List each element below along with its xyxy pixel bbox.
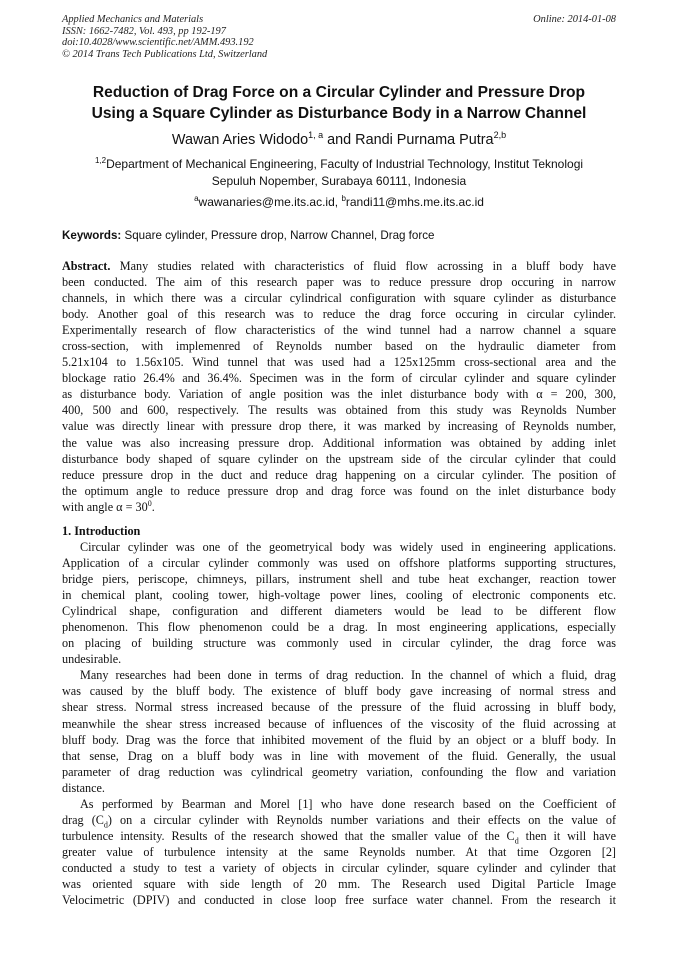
intro-line: that sense, Drag on a bluff body was in line with movement of the fluid. Generally, the usual (62, 748, 616, 763)
abstract-line: body. Another goal of this research was to reduce the drag force occuring in circular cylinder. (62, 307, 616, 322)
intro-line: in chemical plant, cooling tower, high-voltage power lines, cooling of electronic components etc. (62, 588, 616, 603)
keywords (62, 228, 616, 244)
abstract-line: 400, 500 and 600, respectively. The results was obtained from this study was Reynolds Number (62, 403, 616, 418)
abstract-line: been conducted. The aim of this research paper was to reduce pressure drop occuring in narrow (62, 275, 616, 290)
keywords-text: Square cylinder, Pressure drop, Narrow Channel, Drag force (121, 229, 435, 242)
intro-line: Velocimetric (DPIV) and conducted in close loop free surface water channel. From the research it (62, 893, 616, 908)
degree-sup: 0 (147, 498, 152, 508)
title-line-2: Using a Square Cylinder as Disturbance Body in a Narrow Channel (91, 105, 587, 122)
intro-line: meanwhile the shear stress increased because of influences of the viscosity of the fluid acrossing at (62, 716, 616, 731)
intro-line: phenomenon. This flow phenomenon could be a drag. In most engineering applications, especially (62, 620, 616, 635)
email-b-sup: b (341, 194, 346, 203)
title-line-1: Reduction of Drag Force on a Circular Cylinder and Pressure Drop (92, 84, 586, 101)
intro-line: bluff body. Drag was the force that inhibited movement of the fluid by an object or a bluff body. In (62, 732, 616, 747)
affil-line-1: Department of Mechanical Engineering, Faculty of Industrial Technology, Institut Teknologi (106, 157, 584, 171)
author-2: Randi Purnama Putra (355, 131, 494, 148)
intro-cd2-b: then it will have (518, 828, 616, 843)
affil-sup: 1,2 (94, 156, 107, 165)
cd-subscript: d (103, 820, 108, 828)
intro-line: parameter of drag reduction was cylindrical geometry variation, confounding the flow and variation (62, 764, 616, 779)
copyright: © 2014 Trans Tech Publications Ltd, Switzerland (62, 48, 268, 60)
email-b: randi11@mhs.me.its.ac.id (345, 195, 484, 209)
intro-line: Application of a circular cylinder commonly was used on offshore platforms supporting structures, (62, 556, 616, 571)
journal-header (62, 14, 616, 60)
intro-line: Many researches had been done in terms of drag reduction. In the channel of which a fluid, drag (80, 668, 616, 683)
abstract-line: cross-section, with implemenred of Reynolds number based on the hydraulic diameter from (62, 339, 616, 354)
author-1-affil: 1, a (308, 130, 324, 140)
cd2-subscript: d (514, 836, 519, 844)
author-1: Wawan Aries Widodo (171, 131, 309, 148)
abstract-line: the optimum angle to reduce pressure drop and drag force was found on the inlet disturbance body (62, 483, 616, 498)
issn: ISSN: 1662-7482, Vol. 493, pp 192-197 (62, 25, 226, 37)
intro-line: Cylindrical shape, configuration and different diameters would be lead to be different flow (62, 604, 616, 619)
abstract-line: the value was also increasing pressure drop. Additional information was obtained by adding inlet (62, 435, 616, 450)
abstract-label: Abstract. (62, 259, 111, 273)
keywords-label: Keywords: (62, 229, 122, 242)
authors-conj: and (323, 131, 356, 148)
email-a: wawanaries@me.its.ac.id, (198, 195, 342, 209)
intro-line: greater value of turbulence intensity at the same Reynolds number. At that time Ozgoren [2] (62, 844, 616, 859)
intro-line: bridge piers, periscope, chimneys, pillars, instrument shell and tube heat exchanger, reaction tower (62, 572, 616, 587)
abstract-line: value was directly linear with pressure drop there, it was marked by increasing of Reynolds number, (62, 419, 616, 434)
affiliation (62, 152, 616, 211)
emails (62, 190, 616, 211)
abstract-line: 5.21x104 to 1.56x105. Wind tunnel that was used had a 125x125mm cross-sectional area and the (62, 355, 616, 370)
doi: doi:10.4028/www.scientific.net/AMM.493.192 (62, 37, 254, 48)
intro-line: As performed by Bearman and Morel [1] who have done research based on the Coefficient of (80, 796, 616, 811)
intro-cd2-a: turbulence intensity. Results of the research showed that the smaller value of the C (62, 828, 515, 843)
abstract-line: channels, in which there was a circular cylindrical configuration with square cylinder as disturbance (62, 291, 616, 306)
abstract-line: Experimentally research of flow characteristics of the wind tunnel had a narrow channel a square (62, 323, 616, 338)
intro-line: undesirable. (62, 652, 122, 667)
intro-line: Circular cylinder was one of the geometryical body was widely used in engineering applications. (80, 540, 616, 554)
abstract-line: Many studies related with characteristics of fluid flow acrossing in a bluff body have (110, 259, 616, 273)
abstract-line: blockage ratio 26.4% and 36.4%. Specimen was in the form of circular cylinder and square cylinder (62, 371, 616, 386)
author-2-affil: 2,b (493, 130, 507, 140)
abstract-line: disturbance body shaped of square cylinder on the upstream side of the circular cylinder that could (62, 451, 616, 466)
abstract-end: . (151, 499, 155, 514)
introduction-body (62, 539, 616, 908)
paper-title (62, 82, 616, 124)
authors (62, 126, 616, 149)
intro-line: on placing of building structure was commonly used in circular cylinder, the drag force was (62, 636, 616, 651)
intro-line: was oriented square with side length of 20 mm. The Research used Digital Particle Image (62, 876, 616, 891)
intro-line: conducted a study to test a variety of objects in circular cylinder, square cylinder and cylinder that (62, 860, 616, 875)
email-a-sup: a (194, 194, 199, 203)
abstract-last-line: with angle α = 30 (62, 499, 148, 514)
journal-name: Applied Mechanics and Materials (62, 14, 204, 25)
intro-line: was caused by the bluff body. The existence of bluff body gave increasing of normal stress and (62, 684, 616, 699)
abstract (62, 258, 616, 515)
intro-cd-a: drag (C (62, 812, 104, 827)
abstract-line: reduce pressure drop in the duct and reduce drag happening on a circular cylinder. The position of (62, 467, 616, 482)
section-heading-introduction: 1. Introduction (62, 524, 141, 538)
abstract-line: as disturbance body. Variation of angle position was the inlet disturbance body with α = 200, 300, (62, 387, 616, 402)
intro-cd-b: ) on a circular cylinder with Reynolds number variations and their effects on the value of (107, 812, 616, 827)
intro-line: shear stress. Normal stress increased because of the pressure of the fluid acrossing in bluff body, (62, 700, 616, 715)
online-date: Online: 2014-01-08 (533, 14, 616, 25)
affil-line-2: Sepuluh Nopember, Surabaya 60111, Indonesia (211, 174, 467, 188)
intro-line: distance. (62, 780, 105, 795)
